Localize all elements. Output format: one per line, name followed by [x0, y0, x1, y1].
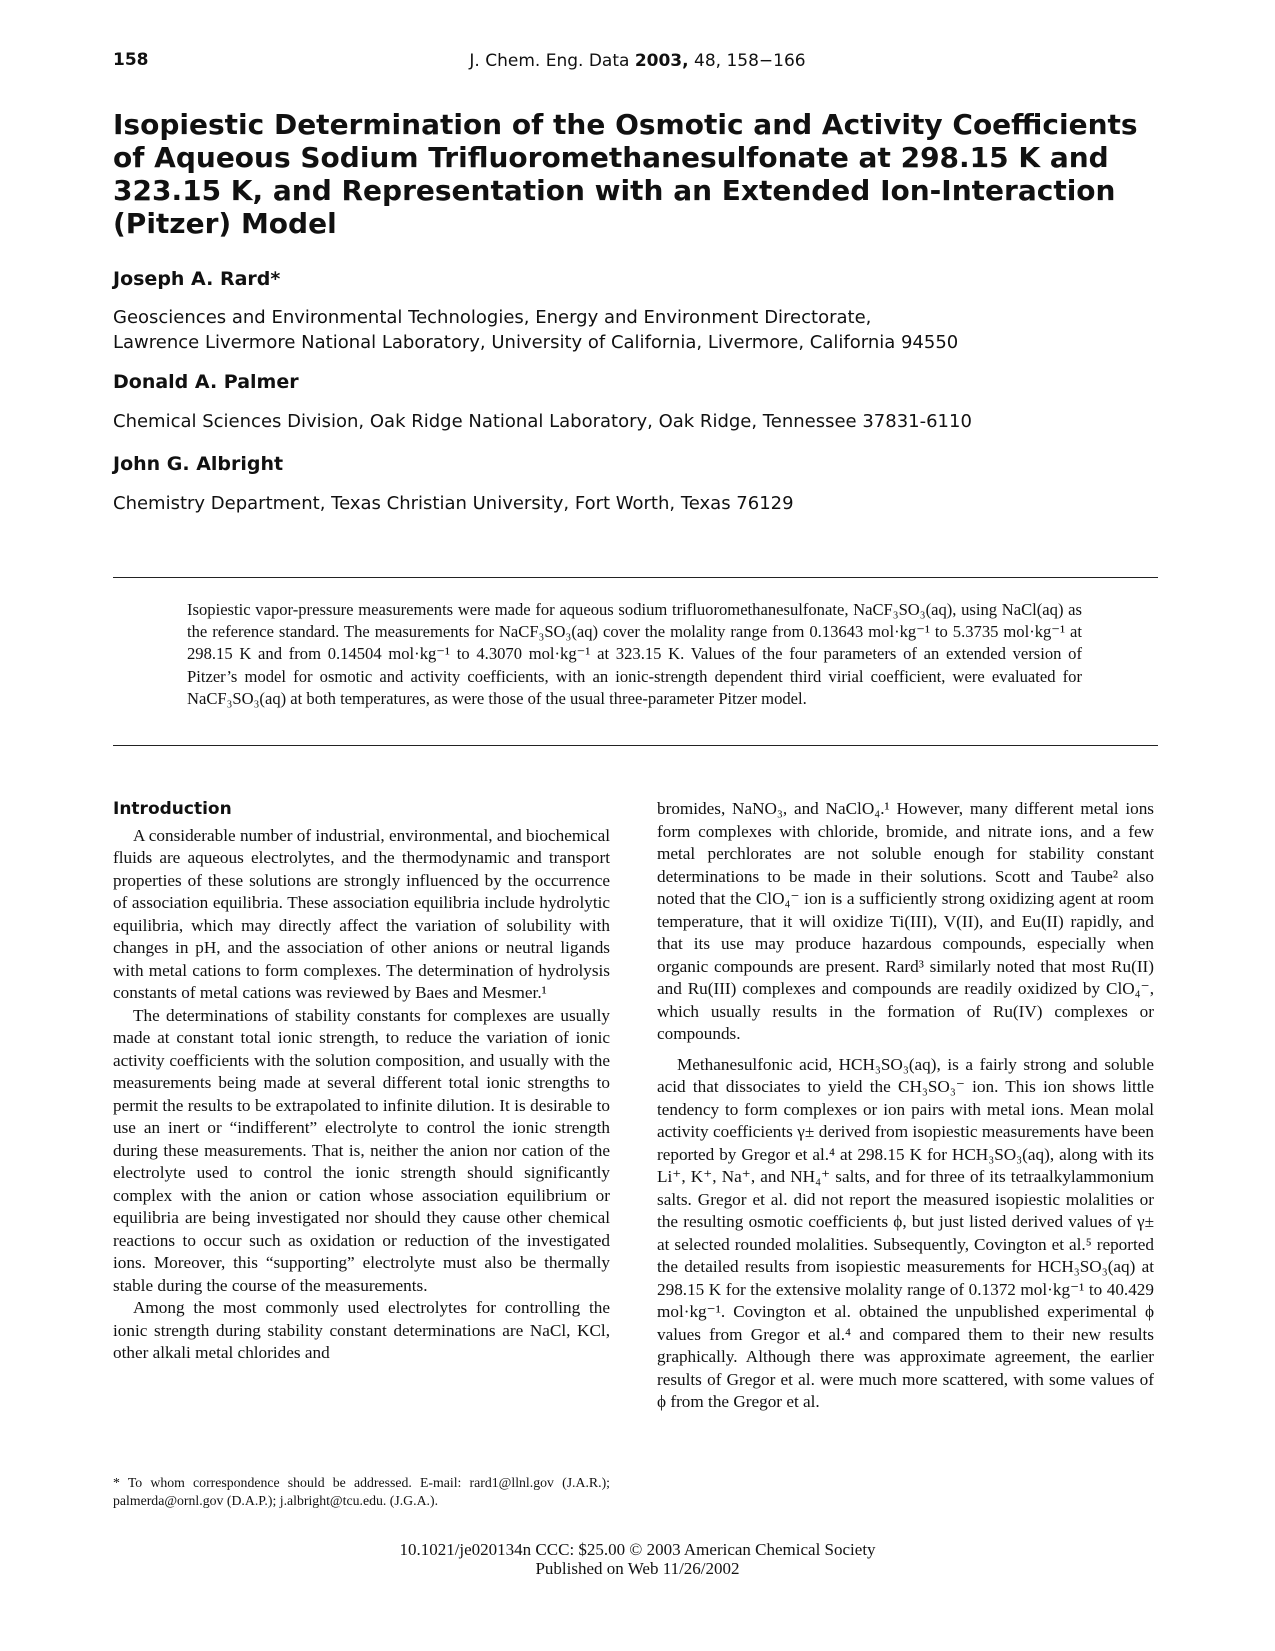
affiliation-line: Chemistry Department, Texas Christian University, Fort Worth, Texas 76129	[113, 493, 794, 514]
author-name: John G. Albright	[113, 453, 284, 475]
journal-citation	[0, 51, 1275, 71]
doi-copyright-line: 10.1021/je020134n CCC: $25.00 © 2003 American Chemical Society	[399, 1540, 876, 1559]
affiliation-line: Chemical Sciences Division, Oak Ridge National Laboratory, Oak Ridge, Tennessee 37831-6110	[113, 411, 972, 432]
abstract-bottom-rule	[113, 745, 1158, 746]
body-paragraph: Methanesulfonic acid, HCH₃SO₃(aq), is a fairly strong and soluble acid that dissociates to yield the CH₃SO₃⁻ ion. This ion shows little tendency to form complexes or ion pairs with metal ions. Mean molal activity coefficients γ± derived from isopiestic measurements have been reported by Gregor et al.⁴ at 298.15 K for HCH₃SO₃(aq), along with its Li⁺, K⁺, Na⁺, and NH₄⁺ salts, and for three of its tetraalkylammonium salts. Gregor et al. did not report the measured isopiestic molalities or the resulting osmotic coefficients ϕ, but just listed derived values of γ± at selected rounded molalities. Subsequently, Covington et al.⁵ reported the detailed results from isopiestic measurements for HCH₃SO₃(aq) at 298.15 K for the extensive molality range of 0.1372 mol·kg⁻¹ to 40.429 mol·kg⁻¹. Covington et al. obtained the unpublished experimental ϕ values from Gregor et al.⁴ and compared them to their new results graphically. Although there was approximate agreement, the earlier results of Gregor et al. were much more scattered, with some values of ϕ from the Gregor et al.	[657, 1054, 1154, 1411]
journal-name: J. Chem. Eng. Data	[469, 51, 630, 71]
author-affiliation	[113, 305, 958, 355]
author-affiliation	[113, 409, 972, 434]
author-affiliation	[113, 491, 794, 516]
journal-year: 2003,	[634, 51, 689, 71]
body-paragraph: Among the most commonly used electrolytes for controlling the ionic strength during stability constant determinations are NaCl, KCl, other alkali metal chlorides and	[113, 1298, 610, 1362]
affiliation-line: Geosciences and Environmental Technologies, Energy and Environment Directorate,	[113, 307, 872, 328]
body-paragraph: A considerable number of industrial, environmental, and biochemical fluids are aqueous electrolytes, and the thermodynamic and transport properties of these solutions are strongly influenced by the occurrence of association equilibria. These association equilibria include hydrolytic equilibria, which may directly affect the variation of solubility with changes in pH, and the association of other anions or neutral ligands with metal cations to form complexes. The determination of hydrolysis constants of metal cations was reviewed by Baes and Mesmer.¹	[113, 825, 610, 1002]
published-date-line: Published on Web 11/26/2002	[535, 1559, 740, 1578]
affiliation-line: Lawrence Livermore National Laboratory, University of California, Livermore, California 94550	[113, 332, 959, 353]
left-column	[113, 798, 610, 1365]
journal-volume-pages: 48, 158−166	[694, 51, 806, 71]
abstract: Isopiestic vapor-pressure measurements were made for aqueous sodium trifluoromethanesulfonate, NaCF₃SO₃(aq), using NaCl(aq) as the reference standard. The measurements for NaCF₃SO₃(aq) cover the molality range from 0.13643 mol·kg⁻¹ to 5.3735 mol·kg⁻¹ at 298.15 K and from 0.14504 mol·kg⁻¹ to 4.3070 mol·kg⁻¹ at 323.15 K. Values of the four parameters of an extended version of Pitzer’s model for osmotic and activity coefficients, with an ionic-strength dependent third virial coefficient, were evaluated for NaCF₃SO₃(aq) at both temperatures, as were those of the usual three-parameter Pitzer model.	[187, 600, 1082, 708]
correspondence-footnote: * To whom correspondence should be addressed. E-mail: rard1@llnl.gov (J.A.R.); palmerda@ornl.gov (D.A.P.); j.albright@tcu.edu. (J.G.A.).	[113, 1475, 610, 1508]
section-heading: Introduction	[113, 799, 232, 819]
page-number: 158	[113, 50, 149, 70]
author-name: Joseph A. Rard*	[113, 268, 281, 290]
abstract-top-rule	[113, 577, 1158, 578]
author-name: Donald A. Palmer	[113, 371, 299, 393]
body-paragraph: bromides, NaNO₃, and NaClO₄.¹ However, many different metal ions form complexes with chloride, bromide, and nitrate ions, and a few metal perchlorates are not soluble enough for stability constant determinations to be made in their solutions. Scott and Taube² also noted that the ClO₄⁻ ion is a sufficiently strong oxidizing agent at room temperature, that it will oxidize Ti(III), V(II), and Eu(II) rapidly, and that its use may produce hazardous compounds, especially when organic compounds are present. Rard³ similarly noted that most Ru(II) and Ru(III) complexes and compounds are readily oxidized by ClO₄⁻, which usually results in the formation of Ru(IV) complexes or compounds.	[657, 799, 1154, 1043]
body-paragraph: The determinations of stability constants for complexes are usually made at constant total ionic strength, to reduce the variation of ionic activity coefficients with the solution composition, and usually with the measurements being made at several different total ionic strengths to permit the results to be extrapolated to infinite dilution. It is desirable to use an inert or “indifferent” electrolyte to control the ionic strength during these measurements. That is, neither the anion nor cation of the electrolyte used to control the ionic strength should significantly complex with the anion or cation whose association equilibrium or equilibria are being investigated nor should they cause other chemical reactions to occur such as oxidation or reduction of the investigated ions. Moreover, this “supporting” electrolyte must also be thermally stable during the course of the measurements.	[113, 1005, 610, 1295]
right-column	[657, 798, 1154, 1414]
article-title: Isopiestic Determination of the Osmotic and Activity Coefficients of Aqueous Sodium Trifluoromethanesulfonate at 298.15 K and 323.15 K, and Representation with an Extended Ion-Interaction (Pitzer) Model	[113, 108, 1138, 240]
